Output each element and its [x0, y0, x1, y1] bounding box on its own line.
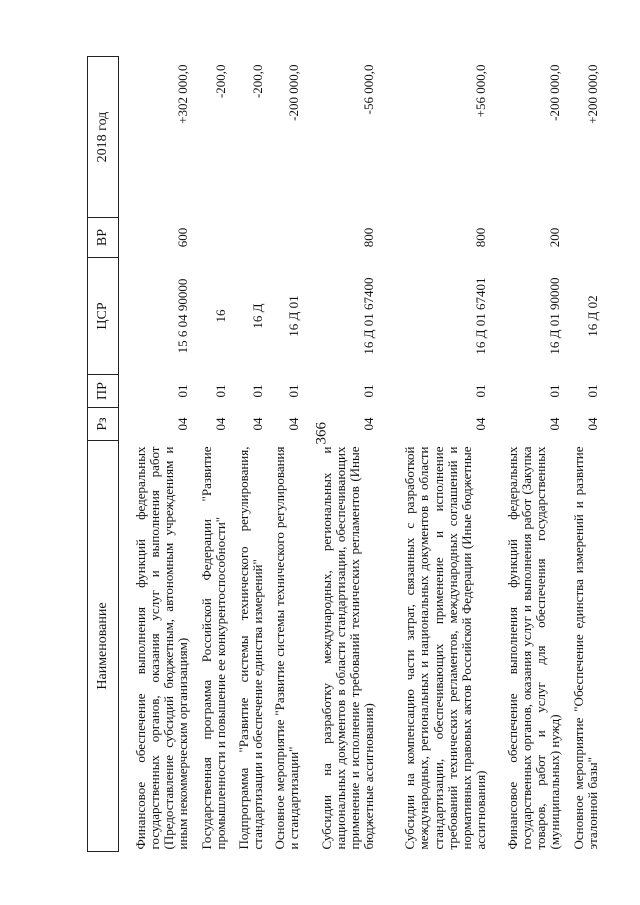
- table-row: [119, 57, 194, 852]
- row-amount: -200 000,0: [286, 64, 302, 121]
- row-amount: -56 000,0: [361, 64, 377, 115]
- row-pr: 01: [361, 384, 377, 398]
- row-rz: 04: [175, 417, 191, 431]
- rotated-page: [87, 57, 600, 852]
- row-vr: [194, 218, 232, 258]
- row-amount: -200,0: [250, 64, 266, 99]
- row-amount: -200,0: [213, 64, 229, 99]
- row-amount: +56 000,0: [473, 64, 489, 118]
- header-name: Наименование: [88, 441, 119, 852]
- row-vr: 800: [473, 227, 489, 248]
- row-rz: 04: [286, 417, 302, 431]
- table-header-row: [88, 57, 119, 852]
- row-amount: -200 000,0: [547, 64, 563, 121]
- header-pr: ПР: [88, 375, 119, 408]
- row-csr: 16 Д 02: [585, 295, 601, 337]
- row-csr: 16 Д 01 90000: [547, 277, 563, 355]
- row-vr: 200: [547, 227, 563, 248]
- row-pr: 01: [473, 384, 489, 398]
- budget-table: [87, 56, 604, 852]
- row-name: Основное мероприятие "Обеспечение единства измерений и развитие эталонной базы": [571, 446, 601, 850]
- row-vr: [269, 218, 305, 258]
- row-csr: 16 Д 01: [286, 295, 302, 337]
- table-row: [269, 57, 305, 852]
- row-csr: 16: [213, 309, 229, 323]
- page-number: 366: [313, 422, 330, 445]
- row-pr: 01: [547, 384, 563, 398]
- row-vr: 600: [175, 227, 191, 248]
- row-name: Финансовое обеспечение выполнения функций федеральных государственных органов, оказания услуг и выполнения работ (Предоставление субсидий бюджетным, автономным учреждениям и иным некоммерческим организациям): [132, 446, 191, 850]
- row-rz: 04: [547, 417, 563, 431]
- header-rz: Рз: [88, 408, 119, 441]
- table-row: [492, 57, 566, 852]
- table-row: [380, 57, 492, 852]
- row-name: Финансовое обеспечение выполнения функций федеральных государственных органов, оказания услуг и выполнения работ (Закупка товаров, работ и услуг для обеспечения государственных (муниципальных) нужд): [504, 446, 563, 850]
- table-row: [232, 57, 269, 852]
- row-pr: 01: [286, 384, 302, 398]
- table-row: [566, 57, 604, 852]
- row-pr: 01: [585, 384, 601, 398]
- header-amount: 2018 год: [88, 57, 119, 218]
- row-rz: 04: [250, 417, 266, 431]
- row-rz: 04: [473, 417, 489, 431]
- row-rz: 04: [213, 417, 229, 431]
- row-rz: 04: [585, 417, 601, 431]
- row-amount: +302 000,0: [175, 64, 191, 124]
- row-csr: 16 Д: [250, 303, 266, 329]
- row-vr: [232, 218, 269, 258]
- row-rz: 04: [361, 417, 377, 431]
- row-pr: 01: [213, 384, 229, 398]
- row-name: Основное мероприятие "Развитие системы технического регулирования и стандартизации": [272, 446, 302, 850]
- row-vr: 800: [361, 227, 377, 248]
- table-row: [194, 57, 232, 852]
- row-name: Подпрограмма "Развитие системы технического регулирования, стандартизации и обеспечение единства измерений": [236, 446, 266, 850]
- row-name: Субсидии на компенсацию части затрат, связанных с разработкой международных, региональных и национальных документов в области стандартизации, обеспечивающих применение и исполнение требований технических регламентов, международных соглашений и нормативных правовых актов Российской Федерации (Иные бюджетные ассигнования): [402, 446, 489, 850]
- row-pr: 01: [175, 384, 191, 398]
- table-row: [305, 57, 380, 852]
- row-vr: [566, 218, 604, 258]
- row-csr: 15 6 04 90000: [175, 278, 191, 354]
- row-csr: 16 Д 01 67400: [361, 277, 377, 355]
- row-amount: +200 000,0: [585, 64, 601, 124]
- header-vr: ВР: [88, 218, 119, 258]
- header-csr: ЦСР: [88, 258, 119, 375]
- row-name: Субсидии на разработку международных, региональных и национальных документов в области стандартизации, обеспечивающих применение и исполнение требований технических регламентов (Иные бюджетные ассигнования): [318, 446, 377, 850]
- row-pr: 01: [250, 384, 266, 398]
- row-name: Государственная программа Российской Федерации "Развитие промышленности и повышение ее конкурентоспособности": [199, 446, 229, 850]
- row-csr: 16 Д 01 67401: [473, 277, 489, 355]
